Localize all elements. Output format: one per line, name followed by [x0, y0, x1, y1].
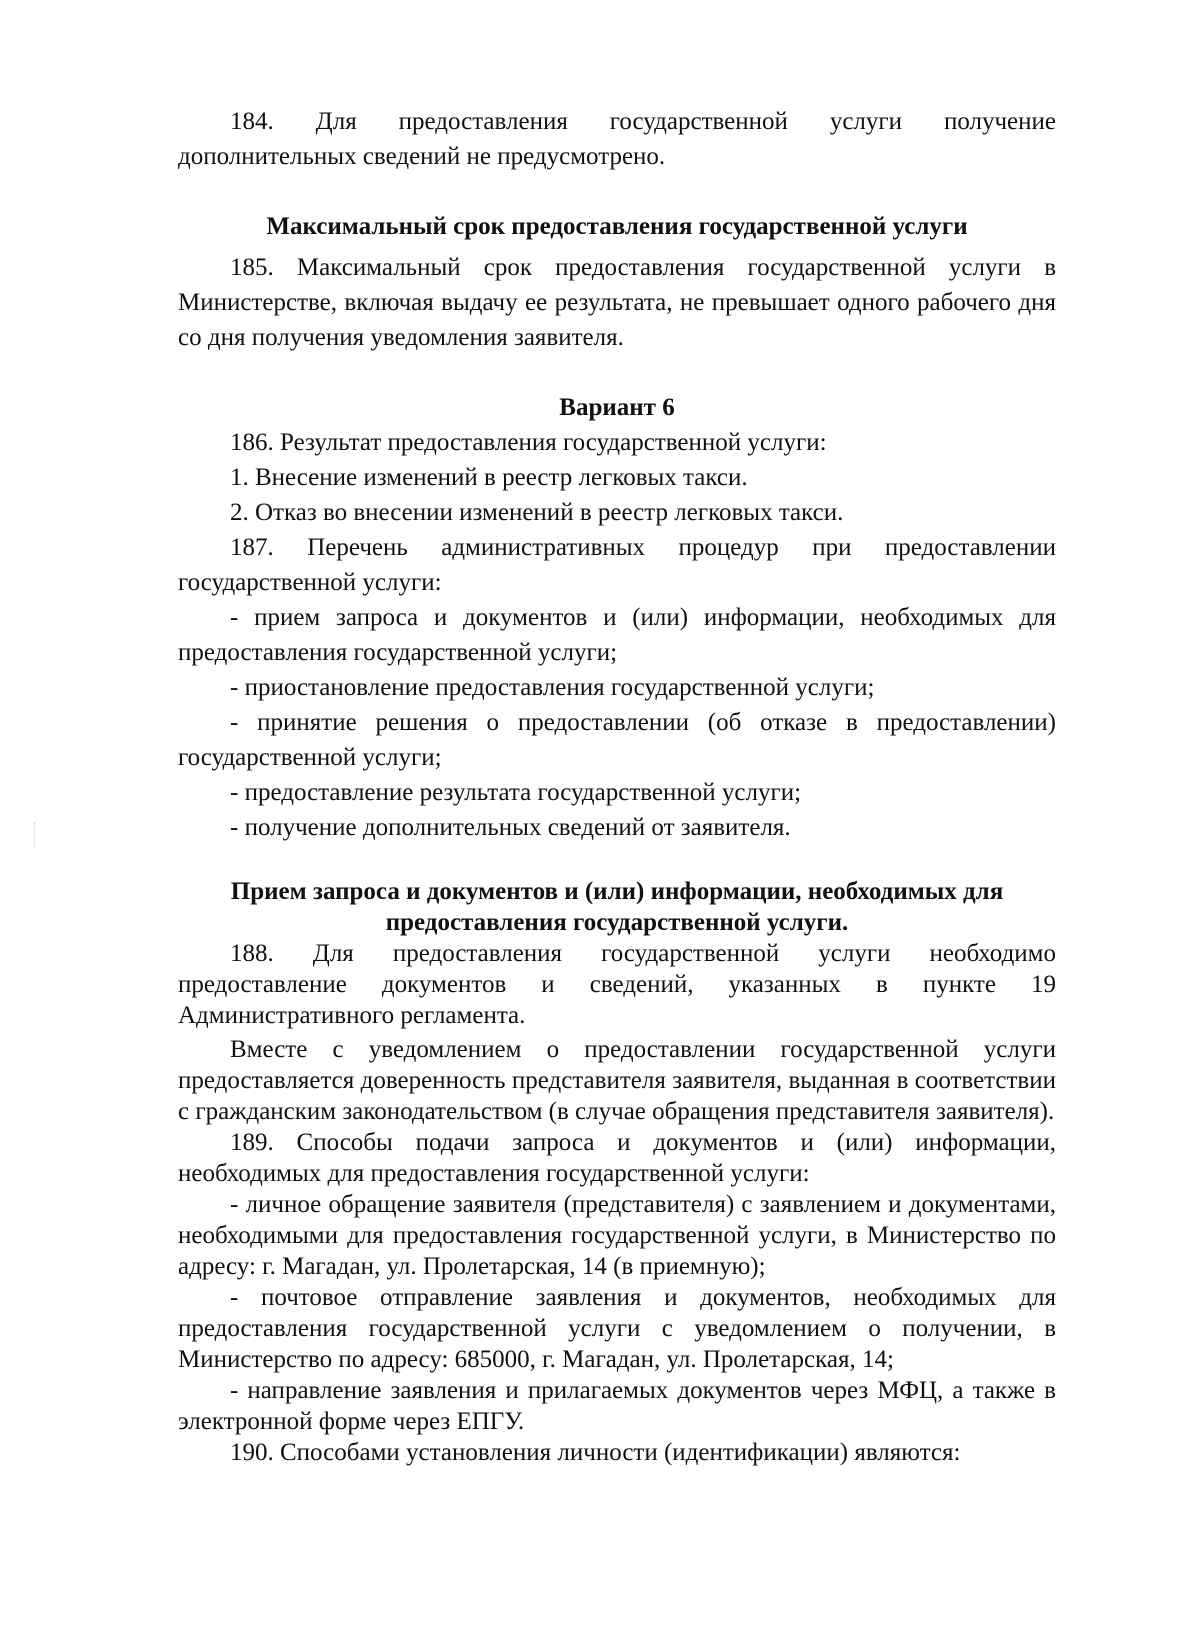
paragraph-187-item-2: - приостановление предоставления государственной услуги;	[230, 674, 875, 701]
paragraph-186-item-1: 1. Внесение изменений в реестр легковых такси.	[230, 464, 748, 491]
paragraph-185: 185. Максимальный срок предоставления государственной услуги в Министерстве, включая выдачу ее результата, не превышает одного рабочего дня со дня получения уведомления заявителя.	[178, 254, 1056, 351]
paragraph-189-item-3: - направление заявления и прилагаемых документов через МФЦ, а также в электронной форме через ЕПГУ.	[178, 1377, 1056, 1435]
paragraph-187-item-1: - прием запроса и документов и (или) информации, необходимых для предоставления государственной услуги;	[178, 604, 1056, 666]
paragraph-188-b: Вместе с уведомлением о предоставлении государственной услуги предоставляется доверенность представителя заявителя, выданная в соответствии с гражданским законодательством (в случае обращения представителя заявителя).	[178, 1036, 1056, 1125]
paragraph-187: 187. Перечень административных процедур при предоставлении государственной услуги:	[178, 534, 1056, 596]
paragraph-186-item-2: 2. Отказ во внесении изменений в реестр легковых такси.	[230, 499, 844, 526]
paragraph-188: 188. Для предоставления государственной услуги необходимо предоставление документов и сведений, указанных в пункте 19 Административного регламента.	[178, 940, 1056, 1029]
heading-reception: Прием запроса и документов и (или) информации, необходимых для предоставления государственной услуги.	[230, 878, 1004, 936]
spacer	[178, 845, 1056, 876]
paragraph-189: 189. Способы подачи запроса и документов и (или) информации, необходимых для предоставления государственной услуги:	[178, 1129, 1056, 1187]
heading-variant-6: Вариант 6	[559, 394, 675, 421]
document-page	[178, 104, 1056, 1468]
paragraph-187-item-4: - предоставление результата государственной услуги;	[230, 779, 802, 806]
paragraph-187-item-5: - получение дополнительных сведений от заявителя.	[230, 814, 791, 841]
paragraph-189-item-2: - почтовое отправление заявления и документов, необходимых для предоставления государственной услуги с уведомлением о получении, в Министерство по адресу: 685000, г. Магадан, ул. Пролетарская, 14;	[178, 1284, 1056, 1373]
paragraph-189-item-1: - личное обращение заявителя (представителя) с заявлением и документами, необходимыми для предоставления государственной услуги, в Министерство по адресу: г. Магадан, ул. Пролетарская, 14 (в приемную);	[178, 1191, 1056, 1280]
spacer	[178, 355, 1056, 390]
scan-margin-mark	[34, 822, 36, 850]
paragraph-187-item-3: - принятие решения о предоставлении (об отказе в предоставлении) государственной услуги;	[178, 709, 1056, 771]
spacer	[178, 174, 1056, 209]
paragraph-184: 184. Для предоставления государственной услуги получение дополнительных сведений не предусмотрено.	[178, 108, 1056, 170]
paragraph-190: 190. Способами установления личности (идентификации) являются:	[230, 1439, 961, 1466]
paragraph-186: 186. Результат предоставления государственной услуги:	[230, 429, 827, 456]
heading-max-term: Максимальный срок предоставления государственной услуги	[266, 213, 968, 240]
